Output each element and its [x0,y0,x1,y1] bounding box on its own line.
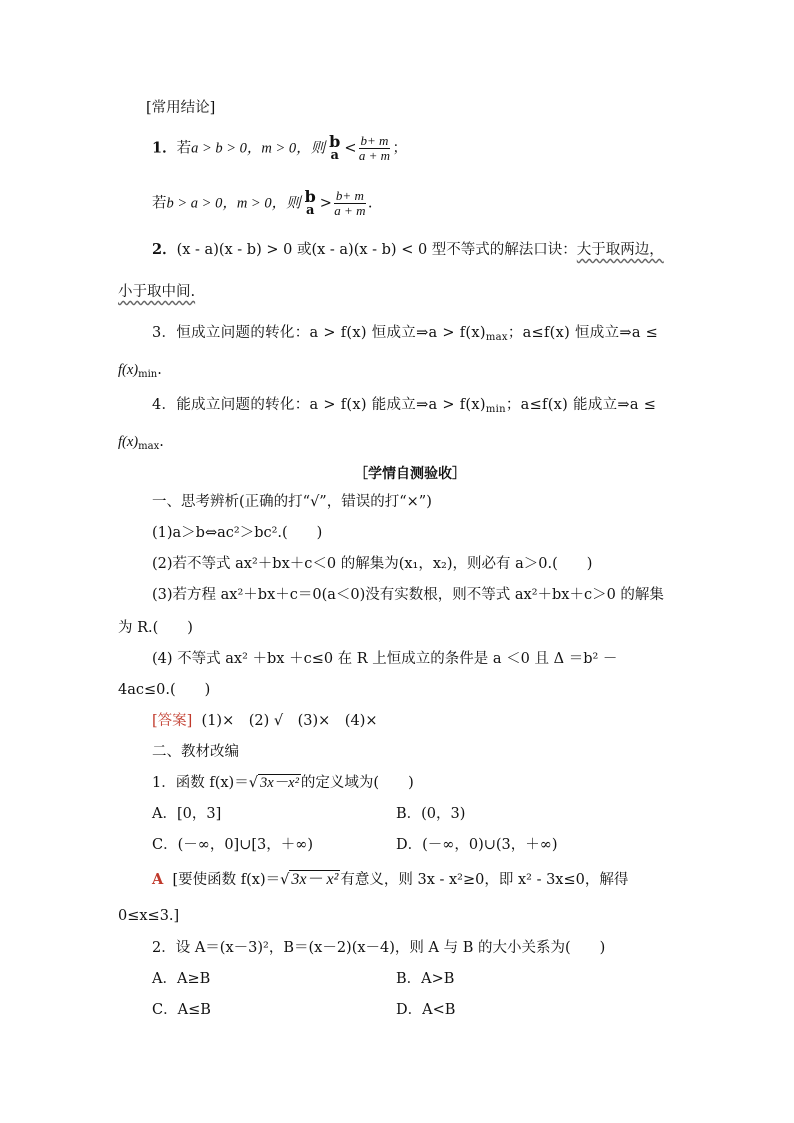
exercise-2-option-a: A．A≥B [152,971,211,987]
question-3: (3)若方程 ax²＋bx＋c＝0(a＜0)没有实数根，则不等式 ax²＋bx＋c＞0 的解集 [152,587,664,603]
conclusion-4: 4．能成立问题的转化：a > f(x) 能成立⇒a > $f(x)_{min}$；a≤f(x) 能成立⇒a ≤ [152,397,657,415]
question-4-cont: 4ac≤0.( ) [118,682,211,698]
exercise-2-option-c: C．A≤B [152,1002,211,1018]
conclusion-1-part2: 若b > a > 0，m > 0，则 b a > $\frac{b+ m}{a + m}$ . [152,186,373,218]
answer-label: [答案] [152,713,193,729]
exercise-1: 1．函数 f(x)＝√ 3x－x² 的定义域为( ) [152,775,414,791]
question-1: (1)a＞b⇔ac²＞bc².( ) [152,525,323,541]
exercise-1-option-d: D．(－∞，0)∪(3，＋∞) [396,837,558,853]
exercise-1-explanation: A [要使函数 f(x)＝√ 3x－ x² 有意义，则 3x - x²≥0，即 x² - 3x≤0，解得 [152,871,629,888]
conclusion-1: 1．若a > b > 0，m > 0，则 b a < $\frac{b+ m}{a + m}$ ； [152,131,407,163]
exercise-2-option-d: D．A<B [396,1002,456,1018]
exercise-1-option-b: B．(0，3) [396,806,466,822]
question-2: (2)若不等式 ax²＋bx＋c＜0 的解集为(x₁，x₂)，则必有 a＞0.( ) [152,556,593,572]
exercise-1-option-c: C．(－∞，0]∪[3，＋∞) [152,837,313,853]
section-title: ［学情自测验收］ [354,466,466,482]
conclusion-4-cont: $f(x)_{max}$. [118,434,164,452]
conclusion-2: 2．(x - a)(x - b) > 0 或(x - a)(x - b) < 0 型不等式的解法口诀：大于取两边， [152,241,664,258]
part1-title: 一、思考辨析(正确的打“√”，错误的打“×”) [152,494,432,510]
part2-title: 二、教材改编 [152,744,239,760]
question-3-cont: 为 R.( ) [118,620,193,636]
exercise-1-explanation-cont: 0≤x≤3.] [118,908,180,924]
conclusion-2-cont: 小于取中间. [118,284,196,300]
answer-line: [答案] (1)× (2) √ (3)× (4)× [152,713,378,729]
conclusions-heading: [常用结论] [146,100,216,116]
exercise-2-option-b: B．A>B [396,971,455,987]
exercise-1-option-a: A．[0，3] [152,806,222,822]
exercise-2: 2．设 A＝(x－3)²，B＝(x－2)(x－4)，则 A 与 B 的大小关系为( ) [152,940,606,956]
conclusion-3-cont: $f(x)_{min}$. [118,362,162,380]
answer-letter: A [152,871,164,888]
conclusion-3: 3．恒成立问题的转化：a > f(x) 恒成立⇒a > $f(x)_{max}$；a≤f(x) 恒成立⇒a ≤ [152,325,659,343]
question-4: (4) 不等式 ax² ＋bx ＋c≤0 在 R 上恒成立的条件是 a ＜0 且 Δ ＝b² － [152,651,618,667]
